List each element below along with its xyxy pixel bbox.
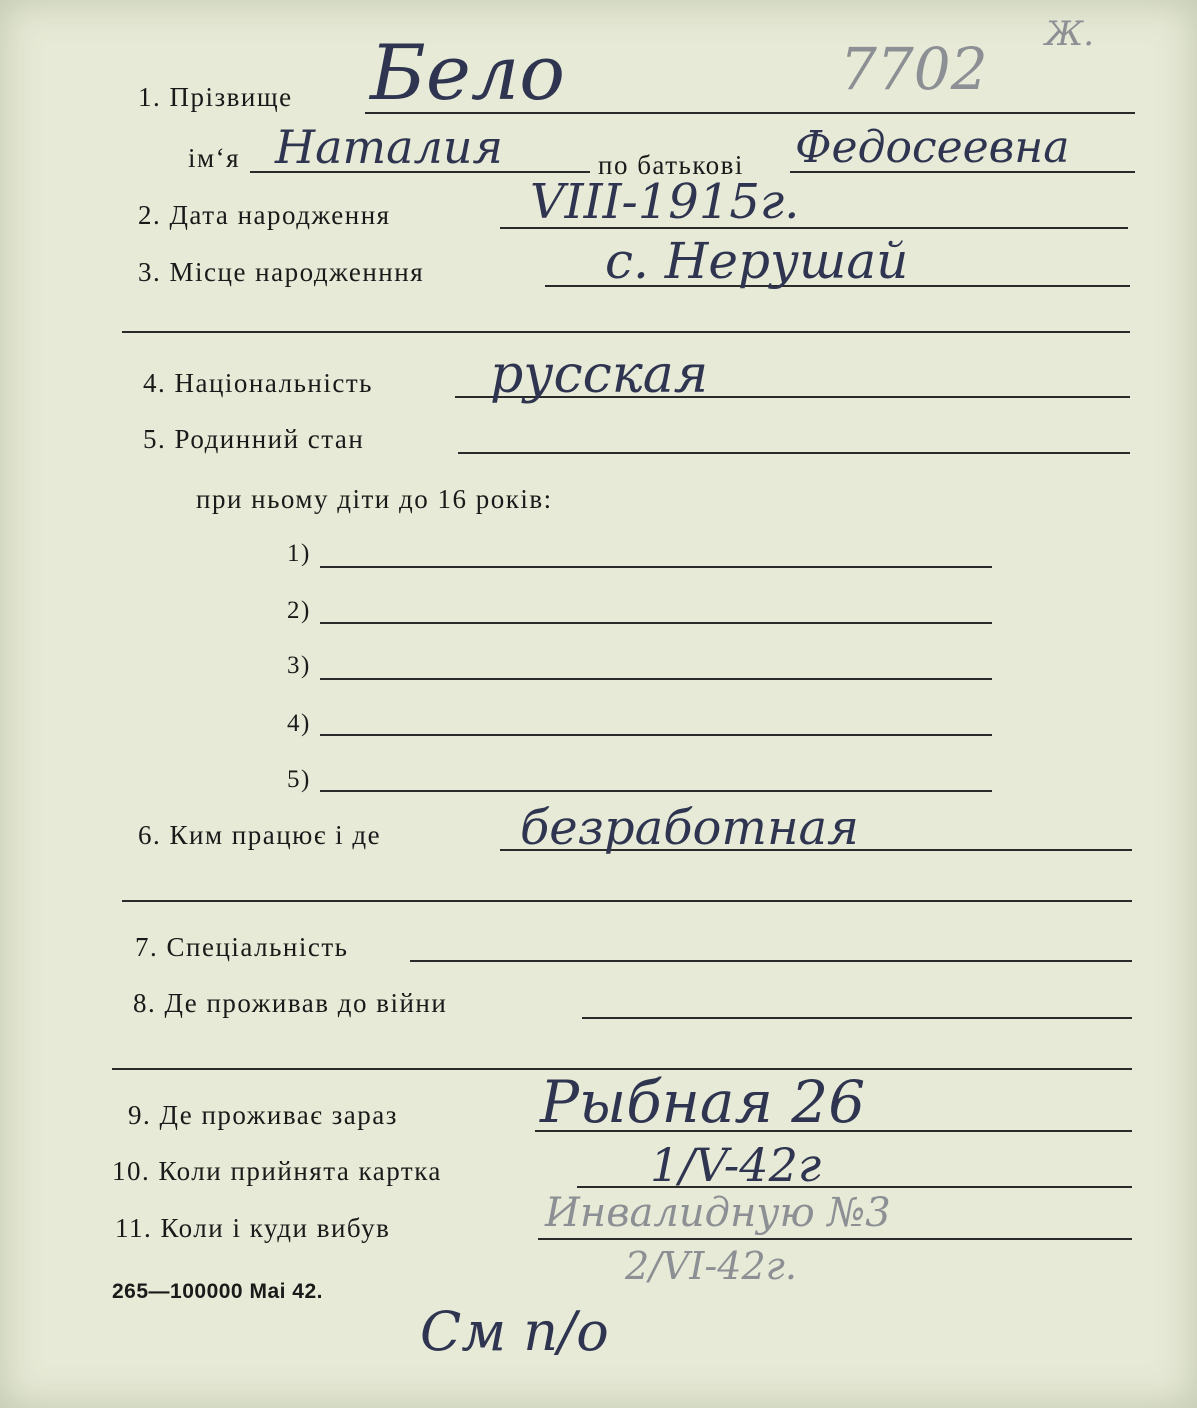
child-1-label: 1) [287, 540, 311, 567]
child-2-label: 2) [287, 597, 311, 624]
child-1-line [320, 566, 992, 568]
patronymic-value: Федосеевна [795, 122, 1070, 173]
specialty-label: 7. Спеціальність [135, 932, 349, 962]
surname-label: 1. Прізвище [138, 82, 293, 112]
marital-label: 5. Родинний стан [143, 424, 365, 454]
departed-line [538, 1238, 1132, 1240]
bottom-note: См п/о [420, 1300, 609, 1363]
child-3-label: 3) [287, 652, 311, 679]
card-number: 7702 [840, 35, 988, 103]
nationality-value: русская [490, 345, 709, 405]
current-label: 9. Де проживає зараз [128, 1100, 398, 1130]
child-3-line [320, 678, 992, 680]
surname-value: Бело [370, 28, 565, 117]
patronymic-label: по батькові [598, 150, 744, 180]
current-value: Рыбная 26 [540, 1068, 866, 1136]
nationality-label: 4. Національність [143, 368, 373, 398]
child-4-label: 4) [287, 710, 311, 737]
departed-value: Инвалидную №3 [545, 1190, 891, 1236]
departed-date: 2/VI-42г. [625, 1244, 797, 1288]
birth-place-value: с. Нерушай [605, 232, 909, 290]
child-4-line [320, 734, 992, 736]
child-2-line [320, 622, 992, 624]
birth-place-label: 3. Місце народженння [138, 257, 425, 287]
work-line-2 [122, 900, 1132, 902]
marital-line [458, 452, 1130, 454]
work-value: безработная [520, 800, 859, 856]
departed-label: 11. Коли і куди вибув [115, 1213, 391, 1243]
name-value: Наталия [275, 120, 503, 174]
name-label: ім‘я [188, 143, 240, 173]
birth-date-label: 2. Дата народження [138, 200, 391, 230]
corner-mark: Ж. [1045, 14, 1095, 54]
specialty-line [410, 960, 1132, 962]
birth-date-value: VIII-1915г. [530, 174, 800, 230]
prewar-label: 8. Де проживав до війни [133, 988, 448, 1018]
prewar-line [582, 1017, 1132, 1019]
children-label: при ньому діти до 16 років: [196, 484, 553, 514]
card-date-value: 1/V-42г [650, 1138, 822, 1192]
child-5-line [320, 790, 992, 792]
print-code: 265—100000 Mai 42. [112, 1280, 323, 1303]
work-label: 6. Ким працює і де [138, 820, 382, 850]
child-5-label: 5) [287, 766, 311, 793]
card-date-label: 10. Коли прийнята картка [112, 1156, 442, 1186]
birth-place-line-2 [122, 331, 1130, 333]
